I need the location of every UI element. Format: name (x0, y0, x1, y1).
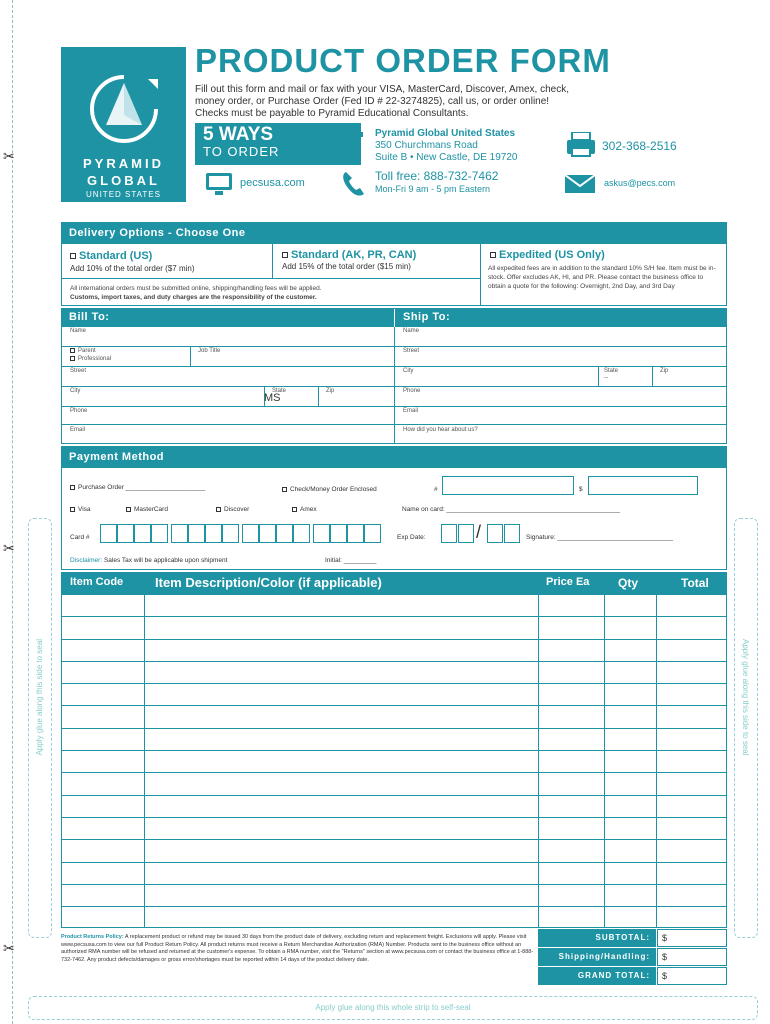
table-row[interactable] (61, 728, 727, 729)
table-row[interactable] (61, 616, 727, 617)
table-row[interactable] (61, 750, 727, 751)
bill-name-label: Name (70, 328, 87, 334)
bill-phone-label: Phone (70, 408, 88, 414)
exp-year-digit[interactable] (504, 524, 520, 543)
bill-state-label: State (272, 388, 287, 394)
logo-name-2: GLOBAL (87, 173, 160, 188)
website-link[interactable]: pecsusa.com (240, 177, 305, 189)
glue-strip-right (734, 518, 758, 938)
grand-total-value[interactable]: $ (657, 967, 727, 985)
address-line1: 350 Churchmans Road (375, 140, 478, 151)
card-digit-box[interactable] (242, 524, 259, 543)
table-row[interactable] (61, 817, 727, 818)
mastercard-checkbox[interactable]: MasterCard (126, 506, 168, 513)
check-number-input[interactable] (442, 476, 574, 495)
purchase-order-checkbox[interactable]: Purchase Order ______________________ (70, 484, 205, 491)
table-row[interactable] (61, 906, 727, 907)
delivery-option-expedited[interactable]: Expedited (US Only) (490, 249, 605, 261)
subtotal-value[interactable]: $ (657, 929, 727, 947)
ship-state-label: State (604, 368, 619, 374)
ways-small: TO ORDER (203, 144, 280, 159)
ship-street-label: Street (403, 348, 420, 354)
delivery-title: Delivery Options - Choose One (61, 222, 727, 244)
mailbox-icon (333, 132, 365, 158)
address-title: Pyramid Global United States (375, 128, 516, 139)
card-digit-box[interactable] (222, 524, 239, 543)
table-row[interactable] (61, 884, 727, 885)
fax-icon (566, 132, 596, 158)
scissors-icon: ✂ (3, 540, 15, 556)
card-digit-box[interactable] (347, 524, 364, 543)
ship-email-label: Email (403, 408, 419, 414)
delivery-option-standard-ak-note: Add 15% of the total order ($15 min) (282, 262, 411, 271)
logo (61, 47, 186, 202)
check-amount-input[interactable] (588, 476, 698, 495)
intro-line: Fill out this form and mail or fax with your VISA, MasterCard, Discover, Amex, check, (195, 84, 570, 95)
exp-year-digit[interactable] (487, 524, 503, 543)
card-digit-box[interactable] (259, 524, 276, 543)
card-digit-box[interactable] (330, 524, 347, 543)
ship-phone-label: Phone (403, 388, 421, 394)
table-row[interactable] (61, 795, 727, 796)
glue-label-right: Apply glue along this side to seal (741, 639, 750, 756)
bill-to-title: Bill To: (61, 308, 394, 327)
table-row[interactable] (61, 839, 727, 840)
bill-state-select[interactable]: MS (264, 392, 281, 404)
check-amount-dollar: $ (579, 486, 583, 493)
signature-field[interactable]: Signature: ________________________________ (526, 534, 674, 541)
scissors-icon: ✂ (3, 148, 15, 164)
shipping-label: Shipping/Handling: (538, 948, 656, 966)
glue-strip-left (28, 518, 52, 938)
payment-title: Payment Method (61, 446, 727, 468)
glue-strip-bottom: Apply glue along this whole strip to self-seal (28, 996, 758, 1020)
intro-line: Checks must be payable to Pyramid Educational Consultants. (195, 108, 469, 119)
intro-line: money order, or Purchase Order (Fed ID # 22-3274825), call us, or order online! (195, 96, 550, 107)
toll-free (375, 170, 498, 196)
ship-state-select[interactable]: -- (604, 375, 608, 381)
delivery-option-standard-us-note: Add 10% of the total order ($7 min) (70, 264, 195, 273)
phone-icon (340, 170, 368, 198)
card-digit-box[interactable] (151, 524, 168, 543)
card-digit-box[interactable] (100, 524, 117, 543)
heard-about-us-label: How did you hear about us? (403, 427, 478, 433)
scissors-icon: ✂ (3, 940, 15, 956)
col-item-code: Item Code (70, 576, 124, 588)
table-row[interactable] (61, 705, 727, 706)
bill-parent-checkbox[interactable]: Parent (70, 348, 96, 354)
amex-checkbox[interactable]: Amex (292, 506, 317, 513)
shipping-value[interactable]: $ (657, 948, 727, 966)
table-row[interactable] (61, 639, 727, 640)
glue-label-left: Apply glue along this side to seal (35, 639, 44, 756)
table-row[interactable] (61, 683, 727, 684)
delivery-option-standard-ak[interactable]: Standard (AK, PR, CAN) (282, 249, 416, 261)
visa-checkbox[interactable]: Visa (70, 506, 91, 513)
toll-free-number: Toll free: 888-732-7462 (375, 169, 499, 183)
email-icon (564, 174, 596, 194)
card-digit-box[interactable] (134, 524, 151, 543)
fax-number: 302-368-2516 (602, 139, 677, 153)
table-row[interactable] (61, 661, 727, 662)
card-digit-box[interactable] (205, 524, 222, 543)
table-row[interactable] (61, 594, 727, 595)
email-link[interactable]: askus@pecs.com (604, 178, 676, 188)
bill-email-label: Email (70, 427, 86, 433)
logo-subtitle: UNITED STATES (86, 190, 161, 199)
hours: Mon-Fri 9 am - 5 pm Eastern (375, 184, 491, 194)
exp-slash: / (476, 522, 482, 542)
exp-month-digit[interactable] (441, 524, 457, 543)
ways-big: 5 WAYS (203, 124, 274, 145)
card-digit-box[interactable] (276, 524, 293, 543)
card-digit-box[interactable] (171, 524, 188, 543)
ship-to-title: Ship To: (395, 308, 727, 327)
table-row[interactable] (61, 772, 727, 773)
col-price-each: Price Ea (546, 576, 590, 588)
col-total: Total (681, 576, 709, 590)
bill-job-title-label: Job Title (198, 348, 221, 354)
discover-checkbox[interactable]: Discover (216, 506, 249, 513)
table-row[interactable] (61, 862, 727, 863)
ship-city-label: City (403, 368, 414, 374)
intro-text (195, 84, 705, 120)
returns-policy: Product Returns Policy: A replacement product or refund may be issued 30 days from the product date of delivery, excluding return and replacement freight. Exclusions will apply. Please visit www.pecsusa.com to view our full Product Return Policy. All product returns must receive a Return Merchandise Authorization (RMA) Number. Products sent to the business office without an authorized RMA number will be refused and returned at the customer's expense. To obtain a RMA number, visit the "Returns" section at www.pecsusa.com or contact the business office at 1-888-732-7462. Any product defects/damages or gross error/shortages must be reported within 14 days of the product delivery date. (61, 934, 534, 963)
logo-name: PYRAMID (83, 156, 164, 171)
ship-name-label: Name (403, 328, 420, 334)
expedited-note: All expedited fees are in addition to the standard 10% S/H fee. Item must be in-stock. Offer excludes AK, HI, and PR. Please contact the business office to obtain a quote for the following: Overnight, 2nd Day, and 3rd Day (488, 265, 716, 290)
bill-street-label: Street (70, 368, 87, 374)
exp-month-digit[interactable] (458, 524, 474, 543)
mail-address (375, 128, 517, 164)
card-number-label: Card # (70, 534, 90, 541)
bill-zip-label: Zip (326, 388, 335, 394)
bill-city-label: City (70, 388, 81, 394)
col-qty: Qty (618, 576, 639, 590)
card-digit-box[interactable] (188, 524, 205, 543)
grand-total-label: GRAND TOTAL: (538, 967, 656, 985)
bill-professional-checkbox[interactable]: Professional (70, 356, 111, 362)
card-digit-box[interactable] (293, 524, 310, 543)
card-digit-box[interactable] (364, 524, 381, 543)
col-item-description: Item Description/Color (if applicable) (155, 575, 382, 590)
exp-date-label: Exp Date: (397, 534, 426, 541)
check-money-order-checkbox[interactable]: Check/Money Order Enclosed (282, 486, 377, 493)
international-note: All international orders must be submitted online, shipping/handling fees will be applied. (70, 285, 322, 292)
disclaimer: Disclaimer: Sales Tax will be applicable upon shipment (70, 557, 228, 564)
page-title: PRODUCT ORDER FORM (195, 42, 611, 79)
subtotal-label: SUBTOTAL: (538, 929, 656, 947)
card-digit-box[interactable] (117, 524, 134, 543)
card-digit-box[interactable] (313, 524, 330, 543)
name-on-card-field[interactable]: Name on card: ________________________________________________ (402, 506, 620, 513)
initial-field[interactable]: Initial: _________ (325, 557, 377, 564)
computer-icon (205, 172, 233, 196)
pyramid-logo-icon (84, 69, 164, 149)
check-number-hash: # (434, 486, 438, 493)
delivery-option-standard-us[interactable]: Standard (US) (70, 250, 152, 262)
address-line2: Suite B • New Castle, DE 19720 (375, 152, 518, 163)
customs-note: Customs, import taxes, and duty charges are the responsibility of the customer. (70, 294, 317, 301)
ship-zip-label: Zip (660, 368, 669, 374)
